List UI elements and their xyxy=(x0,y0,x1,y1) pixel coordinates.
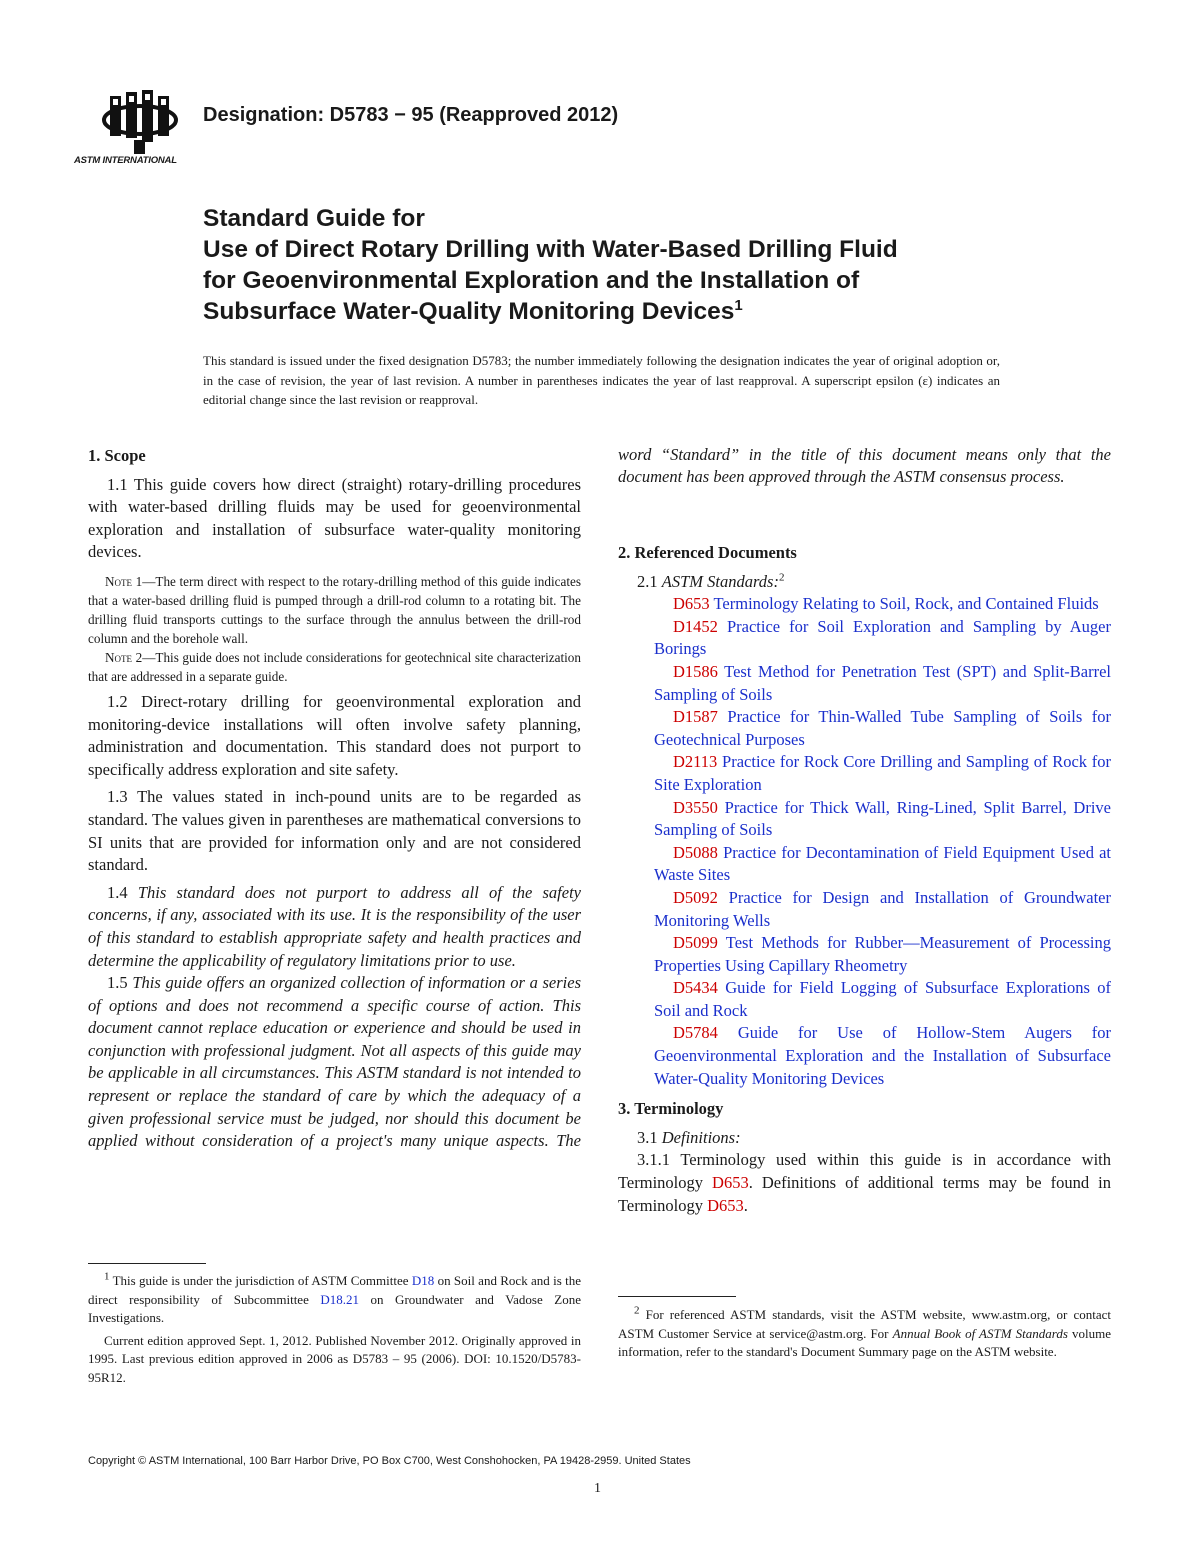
reference-code-link[interactable]: D1587 xyxy=(673,707,718,727)
title-line-3: for Geoenvironmental Exploration and the Installation of xyxy=(203,267,860,294)
paragraph-3-1-1-mid: . Definitions of additional terms may be found in Terminology xyxy=(618,1173,1111,1215)
section-heading-scope: 1. Scope xyxy=(88,446,146,465)
paragraph-1-5 xyxy=(88,972,581,1152)
reference-item xyxy=(618,661,1111,706)
footnote-2-book-title: Annual Book of ASTM Standards xyxy=(892,1325,1068,1341)
astm-standards-subheading xyxy=(618,571,1111,594)
referenced-documents-list xyxy=(618,593,1111,1090)
footnote-2-text-a: For referenced ASTM standards, visit the ASTM website, www.astm.org, or contact ASTM Customer Service at service@astm.org. For xyxy=(618,1307,1111,1341)
designation: Designation: D5783 − 95 (Reapproved 2012) xyxy=(203,104,619,126)
footnote-1 xyxy=(88,1272,581,1388)
footnote-1-mark: 1 xyxy=(104,1270,110,1283)
paragraph-1-4 xyxy=(88,882,581,972)
paragraph-1-5-continued-text: word “Standard” in the title of this document means only that the document has been approved through the ASTM consensus process. xyxy=(618,444,1111,487)
note-2-text: —This guide does not include considerations for geotechnical site characterization that are addressed in a separate guide. xyxy=(88,649,581,684)
footnote-1-jurisdiction xyxy=(88,1272,581,1328)
reference-title-link[interactable]: Practice for Thin-Walled Tube Sampling of Soils for Geotechnical Purposes xyxy=(654,707,1111,749)
reference-item xyxy=(618,887,1111,932)
reference-code-link[interactable]: D1586 xyxy=(673,661,718,681)
reference-title-link[interactable]: Practice for Design and Installation of Groundwater Monitoring Wells xyxy=(654,887,1111,930)
reference-code-link[interactable]: D1452 xyxy=(673,616,718,636)
reference-title-link[interactable]: Practice for Soil Exploration and Sampling by Auger Borings xyxy=(654,616,1111,659)
footnote-2-text xyxy=(618,1306,1111,1362)
footnote-2 xyxy=(618,1306,1111,1362)
document-title xyxy=(203,203,1103,327)
reference-item xyxy=(618,616,1111,661)
reference-title-link[interactable]: Practice for Thick Wall, Ring-Lined, Split Barrel, Drive Sampling of Soils xyxy=(654,797,1112,840)
reference-title-link[interactable]: Test Methods for Rubber—Measurement of Processing Properties Using Capillary Rheometry xyxy=(654,933,1112,975)
footnote-divider-right xyxy=(618,1296,736,1297)
footnote-1-text-a: This guide is under the jurisdiction of ASTM Committee xyxy=(109,1273,412,1288)
reference-item xyxy=(618,1022,1111,1090)
reference-item xyxy=(618,842,1111,887)
paragraph-3-1-1-prefix: 3.1.1 Terminology used within this guide is in accordance with Terminology xyxy=(618,1150,1111,1193)
paragraph-1-4-text: This standard does not purport to address all of the safety concerns, if any, associated with its use. It is the responsibility of the user of this standard to establish appropriate safety and health practices and determine the applicability of regulatory limitations prior to use. xyxy=(88,882,581,970)
left-column xyxy=(88,445,581,1152)
reference-code-link[interactable]: D5092 xyxy=(673,887,718,907)
paragraph-1-5-continued-clip xyxy=(618,444,1111,534)
footnote-1-text-c: on Groundwater and Vadose Zone Investigations. xyxy=(88,1291,581,1326)
committee-link-d18[interactable]: D18 xyxy=(411,1273,435,1288)
reference-item xyxy=(618,977,1111,1022)
title-line-4-text: Subsurface Water-Quality Monitoring Devices xyxy=(203,298,735,325)
paragraph-3-1-1 xyxy=(618,1149,1111,1217)
note-1 xyxy=(88,572,581,648)
footnote-2-mark: 2 xyxy=(634,1304,640,1317)
note-2 xyxy=(88,648,581,686)
paragraph-1-2: 1.2 Direct-rotary drilling for geoenvironmental exploration and monitoring-device installations will often involve safety planning, administration and documentation. This standard does not purport to specifically address exploration and site safety. xyxy=(88,691,581,779)
paragraph-1-5-number: 1.5 xyxy=(107,973,133,993)
reference-code-link[interactable]: D2113 xyxy=(673,752,718,772)
reference-code-link[interactable]: D5088 xyxy=(673,842,718,862)
issuance-statement: This standard is issued under the fixed designation D5783; the number immediately following the designation indicates the year of original adoption or, in the case of revision, the year of last revision. A number in parentheses indicates the year of last reapproval. A superscript epsilon (ε) indicates an editorial change since the last revision or reapproval. xyxy=(203,353,1000,407)
logo-text: ASTM INTERNATIONAL xyxy=(74,155,177,166)
paragraph-1-4-number: 1.4 xyxy=(107,882,138,902)
footnote-1-edition: Current edition approved Sept. 1, 2012. Published November 2012. Originally approved in 1995. Last previous edition approved in 2006 as D5783 – 95 (2006). DOI: 10.1520/D5783-95R12. xyxy=(88,1332,581,1385)
footnote-2-text-b: volume information, refer to the standard's Document Summary page on the ASTM website. xyxy=(618,1325,1111,1360)
paragraph-1-5-continued xyxy=(618,444,1111,489)
reference-title-link[interactable]: Practice for Decontamination of Field Equipment Used at Waste Sites xyxy=(654,842,1112,885)
title-line-2: Use of Direct Rotary Drilling with Water-Based Drilling Fluid xyxy=(203,236,898,263)
footnote-divider-left xyxy=(88,1263,206,1264)
astm-logo xyxy=(74,86,192,172)
section-heading-referenced-documents: 2. Referenced Documents xyxy=(618,543,797,562)
reference-item xyxy=(618,706,1111,751)
definitions-label: Definitions: xyxy=(661,1127,741,1147)
reference-title-link[interactable]: Test Method for Penetration Test (SPT) and Split-Barrel Sampling of Soils xyxy=(654,661,1112,704)
title-line-4 xyxy=(203,296,1103,327)
title-line-1: Standard Guide for xyxy=(203,205,425,232)
reference-item xyxy=(618,932,1111,977)
copyright-notice: Copyright © ASTM International, 100 Barr Harbor Drive, PO Box C700, West Conshohocken, PA 19428-2959. United States xyxy=(88,1455,691,1467)
note-1-label: Note 1 xyxy=(105,573,143,589)
section-heading-terminology: 3. Terminology xyxy=(618,1099,724,1119)
reference-code-link[interactable]: D5784 xyxy=(673,1023,718,1043)
reference-title-link[interactable]: Guide for Use of Hollow-Stem Augers for Geoenvironmental Exploration and the Installation of Subsurface Water-Quality Monitoring Devices xyxy=(654,1023,1111,1088)
astm-standards-mark: 2 xyxy=(778,571,785,584)
note-2-label: Note 2 xyxy=(105,649,143,665)
subcommittee-link-d18-21[interactable]: D18.21 xyxy=(320,1291,360,1307)
astm-standards-label: ASTM Standards: xyxy=(661,571,779,591)
definitions-number: 3.1 xyxy=(637,1127,662,1147)
reference-title-link[interactable]: Practice for Rock Core Drilling and Sampling of Rock for Site Exploration xyxy=(654,752,1111,794)
definitions-subheading xyxy=(618,1127,1111,1150)
footnote-1-text-b: on Soil and Rock and is the direct responsibility of Subcommittee xyxy=(88,1273,581,1307)
right-column xyxy=(618,444,1111,1217)
paragraph-1-1: 1.1 This guide covers how direct (straight) rotary-drilling procedures with water-based drilling fluids may be used for geoenvironmental exploration and installation of subsurface water-quality monitoring devices. xyxy=(88,474,581,562)
reference-code-link[interactable]: D653 xyxy=(673,594,710,614)
terminology-link-d653-second[interactable]: D653 xyxy=(707,1195,744,1215)
reference-item xyxy=(618,797,1111,842)
reference-item xyxy=(618,593,1111,616)
reference-code-link[interactable]: D5434 xyxy=(673,978,718,998)
page-number: 1 xyxy=(594,1481,601,1496)
title-footnote-mark: 1 xyxy=(734,297,743,314)
paragraph-3-1-1-end: . xyxy=(743,1195,748,1215)
terminology-link-d653[interactable]: D653 xyxy=(712,1173,749,1193)
paragraph-1-3: 1.3 The values stated in inch-pound units are to be regarded as standard. The values given in parentheses are mathematical conversions to SI units that are provided for information only and are not considered standard. xyxy=(88,787,581,875)
reference-code-link[interactable]: D5099 xyxy=(673,933,718,953)
reference-title-link[interactable]: Guide for Field Logging of Subsurface Explorations of Soil and Rock xyxy=(654,978,1112,1020)
astm-standards-number: 2.1 xyxy=(637,571,662,591)
reference-title-link[interactable]: Terminology Relating to Soil, Rock, and Contained Fluids xyxy=(713,594,1099,614)
reference-code-link[interactable]: D3550 xyxy=(673,797,718,817)
paragraph-1-5-text: This guide offers an organized collection of information or a series of options and does not recommend a specific course of action. This document cannot replace education or experience and should be used in conjunction with professional judgment. Not all aspects of this guide may be applicable in all circumstances. This ASTM standard is not intended to represent or replace the standard of care by which the adequacy of a given professional service must be judged, nor should this document be applied without consideration of a project's many unique aspects. The xyxy=(88,973,581,1151)
note-1-text: —The term direct with respect to the rotary-drilling method of this guide indicates that a water-based drilling fluid is pumped through a drill-rod column to a rotating bit. The drilling fluid transports cuttings to the surface through the annulus between the drill-rod column and the borehole wall. xyxy=(88,573,581,646)
reference-item xyxy=(618,751,1111,796)
